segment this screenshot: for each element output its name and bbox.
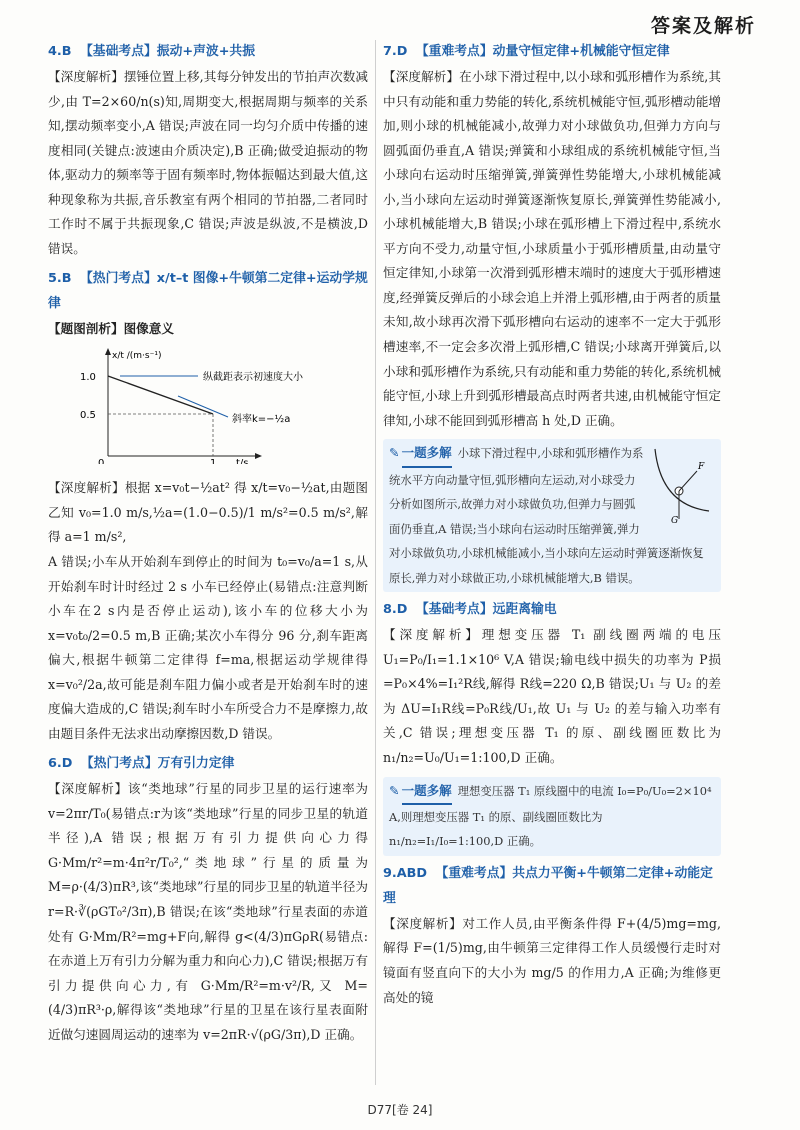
q7-alt-solution-box [383,439,721,592]
q5-graph [58,344,368,473]
q5-header [48,267,368,317]
q7-box-body: 小球下滑过程中,小球和弧形槽作为系统水平方向动量守恒,弧形槽向左运动,对小球受力分析如图所示,故弹力对小球做负功,但弹力与圆弧面仍垂直,A 错误;当小球向右运动时压缩弹簧,弹力对小球做负功,小球机械能减小,当小球向左运动时弹簧逐渐恢复原长,弹力对小球做正功,小球机械能增大,B 错误。 [389,446,704,585]
pen-icon: ✎ [389,445,400,461]
q5-tick-origin: 0 [98,457,105,464]
page-header-title: 答案及解析 [650,15,756,37]
q5-y-arrow [105,348,111,355]
q6-number: 6.D [48,756,73,772]
q9-tag: 【重难考点】共点力平衡+牛顿第二定律+动能定理 [383,865,713,906]
q9-header [383,862,721,912]
left-column [48,36,368,1088]
q6-tag: 【热门考点】万有引力定律 [80,756,235,772]
q7-label-g: G [671,516,679,526]
q8-body: 【深度解析】理想变压器 T₁ 副线圈两端的电压 U₁=P₀/I₁=1.1×10⁶ V,A 错误;输电线中损失的功率为 P损=P₀×4%=I₁²R线,解得 R线=220 Ω,B 错误;U₁ 与 U₂ 的差为 ΔU=I₁R线=P₀R线/U₁,故 U₁ 与 U₂ 的差与输入功率有关,C 错误;理想变压器 T₁ 的原、副线圈匝数比为 n₁/n₂=U₀/U₁=1:100,D 正确。 [383,627,721,765]
q5-body-2: A 错误;小车从开始刹车到停止的时间为 t₀=v₀/a=1 s,从开始刹车时计时经过 2 s 小车已经停止(易错点:注意判断小车在2 s内是否停止运动),该小车的位移大小为 x=v₀t₀/2=0.5 m,B 正确;某次小车得分 96 分,刹车距离偏大,根据牛顿第二定律得 f=ma,根据运动学规律得 x=v₀²/2a,故可能是刹车阻力偏小或者是开始刹车时的速度偏大造成的,C 错误;刹车时小车所受合力不是摩擦力,故由题目条件无法求出动摩擦因数,D 错误。 [48,553,368,741]
q5-number: 5.B [48,271,72,287]
q6-header [48,752,368,777]
q7-force-f [679,471,697,491]
q8-tag: 【基础考点】远距离输电 [415,602,557,618]
q5-annotation-slope: 斜率k=−½a [232,413,291,425]
q7-tag: 【重难考点】动量守恒定律+机械能守恒定律 [415,44,670,59]
q4-header [48,40,368,65]
q8-box-title: 一题多解 [402,779,452,805]
q8-number: 8.D [383,602,408,618]
q8-header [383,598,721,623]
q5-ylabel: x/t /(m·s⁻¹) [112,350,162,361]
q7-header [383,40,721,65]
q5-graph-svg [58,344,348,464]
q7-body: 【深度解析】在小球下滑过程中,以小球和弧形槽作为系统,其中只有动能和重力势能的转化,系统机械能守恒,弧形槽动能增加,则小球的机械能减小,故弹力对小球做负功,但弹力方向与圆弧面仍垂直,A 错误;弹簧和小球组成的系统机械能守恒,当小球向右运动时压缩弹簧,弹簧弹性势能增大,小球机械能减小,当小球向左运动时弹簧逐渐恢复原长,弹簧弹性势能减小,小球机械能增大,B 错误;小球在弧形槽上下滑过程中,系统水平方向不受力,动量守恒,小球质量小于弧形槽质量,由动量守恒定律知,小球第一次滑到弧形槽末端时的速度大于弧形槽速度,经弹簧反弹后的小球会追上并滑上弧形槽,由于两者的质量未知,故小球再次滑下弧形槽向右运动的速率不一定大于弧形槽速率,不一定会多次滑上弧形槽,C 错误;小球离开弹簧后,以小球和弧形槽作为系统,只有动能和重力势能的转化,系统机械能守恒,小球上升到弧形槽最高点时两者共速,由机械能守恒定律知,小球不能回到弧形槽高 h 处,D 正确。 [383,68,721,428]
q4-tag: 【基础考点】振动+声波+共振 [80,44,256,59]
q9-body: 【深度解析】对工作人员,由平衡条件得 F+(4/5)mg=mg,解得 F=(1/5)mg,由牛顿第三定律得工作人员缓慢行走时对镜面有竖直向下的大小为 mg/5 的作用力,A 正确;为维修更高处的镜 [383,915,721,1005]
q8-box-body: 理想变压器 T₁ 原线圈中的电流 I₀=P₀/U₀=2×10⁴ A,则理想变压器 T₁ 的原、副线圈匝数比为 n₁/n₂=I₁/I₀=1:100,D 正确。 [389,783,712,849]
q8-alt-solution-box [383,777,721,856]
q5-xlabel: t/s [236,457,249,464]
q5-annotation-intercept: 纵截距表示初速度大小 [203,371,303,383]
q6-body: 【深度解析】该“类地球”行星的同步卫星的运行速率为 v=2πr/T₀(易错点:r为该“类地球”行星的同步卫星的轨道半径),A 错误;根据万有引力提供向心力得 G·Mm/r²=m·4π²r/T₀²,“类地球”行星的质量为 M=ρ·(4/3)πR³,该“类地球”行星的同步卫星的轨道半径为 r=R·∛(ρGT₀²/3π),B 错误;在该“类地球”行星表面的赤道处有 G·Mm/R²=mg+F向,解得 g<(4/3)πGρR(易错点:在赤道上万有引力分解为重力和向心力),C 错误;根据万有引力提供向心力,有 G·Mm/R²=m·v²/R,又 M=(4/3)πR³·ρ,解得该“类地球”行星的卫星在该行星表面附近做匀速圆周运动的速率为 v=2πR·√(ρG/3π),D 正确。 [48,781,368,1042]
q5-tick-y1: 1.0 [80,371,96,383]
q5-graph-title: 【题图剖析】图像意义 [48,321,174,337]
q4-body: 【深度解析】摆锤位置上移,其每分钟发出的节拍声次数减少,由 T=2×60/n(s)知,周期变大,根据周期与频率的关系知,摆动频率变小,A 错误;声波在同一均匀介质中传播的速度相同(关键点:波速由介质决定),B 正确;做受迫振动的物体,驱动力的频率等于固有频率时,物体振幅达到最大值,这种现象称为共振,音乐教室有两个相同的节拍器,二者同时工作时不属于共振现象,C 错误;声波是纵波,不是横波,D 错误。 [48,68,368,256]
pen-icon: ✎ [389,782,400,798]
q4-number: 4.B [48,44,72,59]
q7-arc-surface [655,449,709,511]
q5-tick-x1: 1 [210,457,217,464]
q5-tag: 【热门考点】x/t–t 图像+牛顿第二定律+运动学规律 [48,271,368,312]
q7-number: 7.D [383,44,408,59]
q9-number: 9.ABD [383,865,428,881]
q7-box-title: 一题多解 [402,441,452,467]
q5-tick-y05: 0.5 [80,409,96,421]
q7-force-figure [651,445,713,525]
q7-label-f: F [698,462,705,473]
right-column [383,36,721,1088]
page-footer: D77[卷 24] [367,1102,433,1117]
q5-data-line [108,376,213,414]
q5-body-1: 【深度解析】根据 x=v₀t−½at² 得 x/t=v₀−½at,由题图乙知 v₀=1.0 m/s,½a=(1.0−0.5)/1 m/s²=0.5 m/s²,解得 a=1 m/s², [48,480,368,545]
q5-x-arrow [255,453,262,459]
column-divider [375,40,376,1085]
